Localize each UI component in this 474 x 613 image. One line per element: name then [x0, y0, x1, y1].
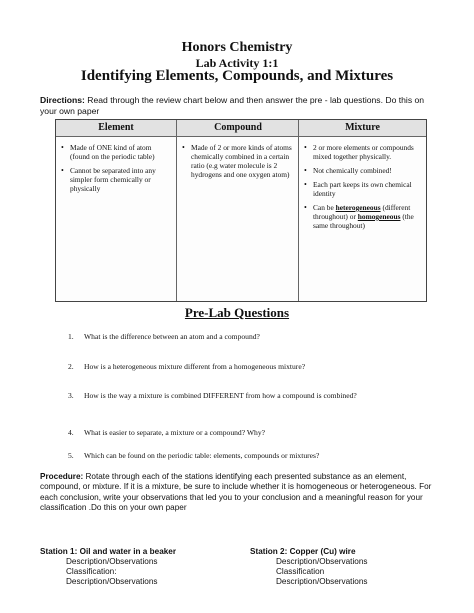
- station-line: Description/Observations: [276, 557, 368, 566]
- page-title: Honors Chemistry: [181, 40, 293, 55]
- list-item: • 2 or more elements or compounds mixed together physically.: [313, 143, 422, 161]
- station-line: Classification: [276, 567, 325, 576]
- directions-paragraph: [40, 95, 440, 117]
- question-text: What is easier to separate, a mixture or a compound? Why?: [84, 428, 265, 437]
- list-item: • Each part keeps its own chemical identity: [313, 180, 422, 198]
- station-2: [250, 547, 367, 587]
- list-item: • Made of 2 or more kinds of atoms chemically combined in a certain ratio (e.g water molecule is 2 hydrogens and one oxygen atom): [191, 143, 295, 179]
- question-number: 5.: [68, 451, 74, 460]
- procedure-label: Procedure:: [40, 472, 84, 481]
- question-number: 1.: [68, 332, 74, 341]
- prelab-question: [68, 428, 265, 437]
- page-subtitle: Lab Activity 1:1: [195, 56, 279, 70]
- directions-text: Read through the review chart below and then answer the pre - lab questions. Do this on your own paper: [40, 95, 425, 116]
- term-heterogeneous: heterogeneous: [335, 203, 381, 212]
- question-text: What is the difference between an atom and a compound?: [84, 332, 260, 341]
- question-number: 3.: [68, 391, 74, 400]
- compound-list: [177, 137, 299, 179]
- station-line: Classification:: [66, 567, 117, 576]
- question-text: Which can be found on the periodic table: elements, compounds or mixtures?: [84, 451, 320, 460]
- chart-header-compound: Compound: [177, 120, 299, 137]
- review-chart: [55, 119, 427, 302]
- mixture-last-prefix: Can be: [313, 203, 334, 212]
- prelab-question: [68, 362, 305, 371]
- list-item: • Cannot be separated into any simpler form chemically or physically: [70, 166, 172, 193]
- directions-label: Directions:: [40, 95, 85, 105]
- list-item: • Not chemically combined!: [313, 166, 422, 175]
- station-title: Station 2: Copper (Cu) wire: [250, 547, 356, 556]
- station-line: Description/Observations: [66, 577, 158, 586]
- prelab-question: [68, 332, 260, 341]
- mixture-list: [299, 137, 426, 230]
- element-list: [56, 137, 176, 193]
- question-number: 2.: [68, 362, 74, 371]
- chart-column-element: [56, 120, 176, 301]
- mixture-last-suffix: (the same throughout): [313, 212, 414, 230]
- station-1: [40, 547, 176, 587]
- station-title: Station 1: Oil and water in a beaker: [40, 547, 177, 556]
- chart-header-element: Element: [56, 120, 176, 137]
- chart-header-mixture: Mixture: [299, 120, 426, 137]
- activity-heading: Identifying Elements, Compounds, and Mixtures: [80, 68, 394, 84]
- prelab-question: [68, 451, 319, 460]
- list-item: • Made of ONE kind of atom (found on the periodic table): [70, 143, 172, 161]
- chart-column-compound: [176, 120, 299, 301]
- mixture-last-mid: (different throughout) or: [313, 203, 411, 221]
- prelab-question: [68, 391, 357, 400]
- list-item: [313, 203, 422, 230]
- procedure-paragraph: [40, 472, 440, 513]
- procedure-text: Rotate through each of the stations identifying each presented substance as an element, compound, or mixture. If it is a mixture, be sure to include whether it is homogeneous or heterogeneous. For each conclusion, write your observations that led you to your conclusion and a meaningful reason for your classification .Do this on your own paper: [40, 472, 432, 512]
- station-line: Description/Observations: [66, 557, 158, 566]
- term-homogeneous: homogeneous: [357, 212, 401, 221]
- station-line: Description/Observations: [276, 577, 368, 586]
- question-number: 4.: [68, 428, 74, 437]
- prelab-heading: Pre-Lab Questions: [184, 305, 290, 320]
- question-text: How is a heterogeneous mixture different from a homogeneous mixture?: [84, 362, 306, 371]
- chart-column-mixture: [298, 120, 426, 301]
- question-text: How is the way a mixture is combined DIFFERENT from how a compound is combined?: [84, 391, 357, 400]
